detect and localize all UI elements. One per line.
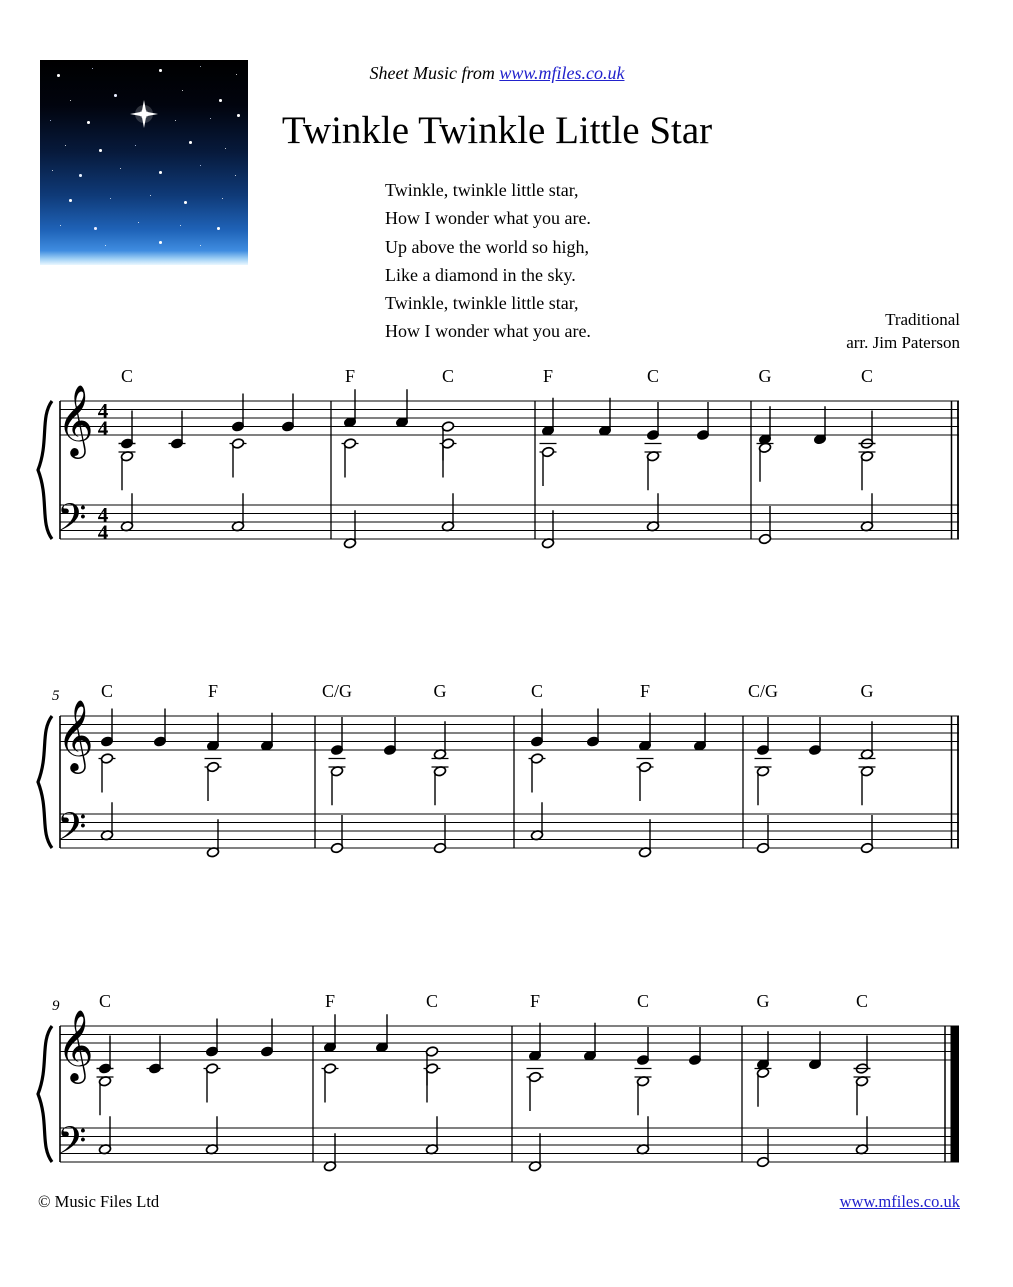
lyrics-line: How I wonder what you are. xyxy=(385,208,591,229)
final-barline-thick xyxy=(951,1026,960,1162)
lyrics-line: Up above the world so high, xyxy=(385,236,589,257)
time-signature-denominator: 4 xyxy=(97,416,109,441)
grand-staff-brace xyxy=(38,1026,52,1162)
chord-symbol: F xyxy=(529,991,541,1011)
chord-symbol: G xyxy=(756,991,770,1011)
chord-symbol: C/G xyxy=(747,681,779,701)
lyrics-line: How I wonder what you are. xyxy=(385,321,591,342)
chord-symbol: C xyxy=(530,681,544,701)
chord-symbol: C xyxy=(441,366,455,386)
chord-symbol: C xyxy=(425,991,439,1011)
footer-site-link[interactable]: www.mfiles.co.uk xyxy=(839,1192,960,1211)
treble-clef-icon: 𝄞 xyxy=(57,383,94,456)
grand-staff-brace xyxy=(38,716,52,848)
lyrics-line: Like a diamond in the sky. xyxy=(385,264,576,285)
treble-clef-icon: 𝄞 xyxy=(57,1008,94,1081)
chord-symbol: C xyxy=(860,366,874,386)
chord-symbol: G xyxy=(758,366,772,386)
treble-clef-icon: 𝄞 xyxy=(57,698,94,771)
chord-symbol: G xyxy=(433,681,447,701)
credit-traditional: Traditional xyxy=(885,310,960,329)
lyrics-line: Twinkle, twinkle little star, xyxy=(385,180,579,200)
measure-number: 9 xyxy=(52,998,60,1014)
chord-symbol: F xyxy=(542,366,554,386)
grand-staff-brace xyxy=(38,401,52,539)
chord-symbol: F xyxy=(324,991,336,1011)
bass-clef-icon: 𝄢 xyxy=(57,495,87,549)
time-signature-numerator: 4 xyxy=(97,503,109,527)
chord-symbol: C xyxy=(100,681,114,701)
credit-arranger: arr. Jim Paterson xyxy=(846,333,960,352)
chord-symbol: F xyxy=(639,681,651,701)
chord-symbol: C xyxy=(98,991,112,1011)
header-site-link[interactable]: www.mfiles.co.uk xyxy=(499,63,625,83)
chord-symbol: C xyxy=(855,991,869,1011)
chord-symbol: C xyxy=(636,991,650,1011)
page-title: Twinkle Twinkle Little Star xyxy=(281,109,713,152)
lyrics-line: Twinkle, twinkle little star, xyxy=(385,293,579,314)
copyright-notice: © Music Files Ltd xyxy=(38,1192,160,1211)
measure-number: 5 xyxy=(52,688,60,704)
chord-symbol: C/G xyxy=(321,681,353,701)
header-text: Sheet Music from xyxy=(369,63,500,83)
chord-symbol: C xyxy=(646,366,660,386)
chord-symbol: C xyxy=(120,366,134,386)
bass-clef-icon: 𝄢 xyxy=(57,1118,87,1172)
time-signature-denominator: 4 xyxy=(97,520,109,545)
chord-symbol: G xyxy=(860,681,874,701)
chord-symbol: F xyxy=(207,681,219,701)
bass-clef-icon: 𝄢 xyxy=(57,804,87,858)
chord-symbol: F xyxy=(344,366,356,386)
time-signature-numerator: 4 xyxy=(97,399,109,423)
